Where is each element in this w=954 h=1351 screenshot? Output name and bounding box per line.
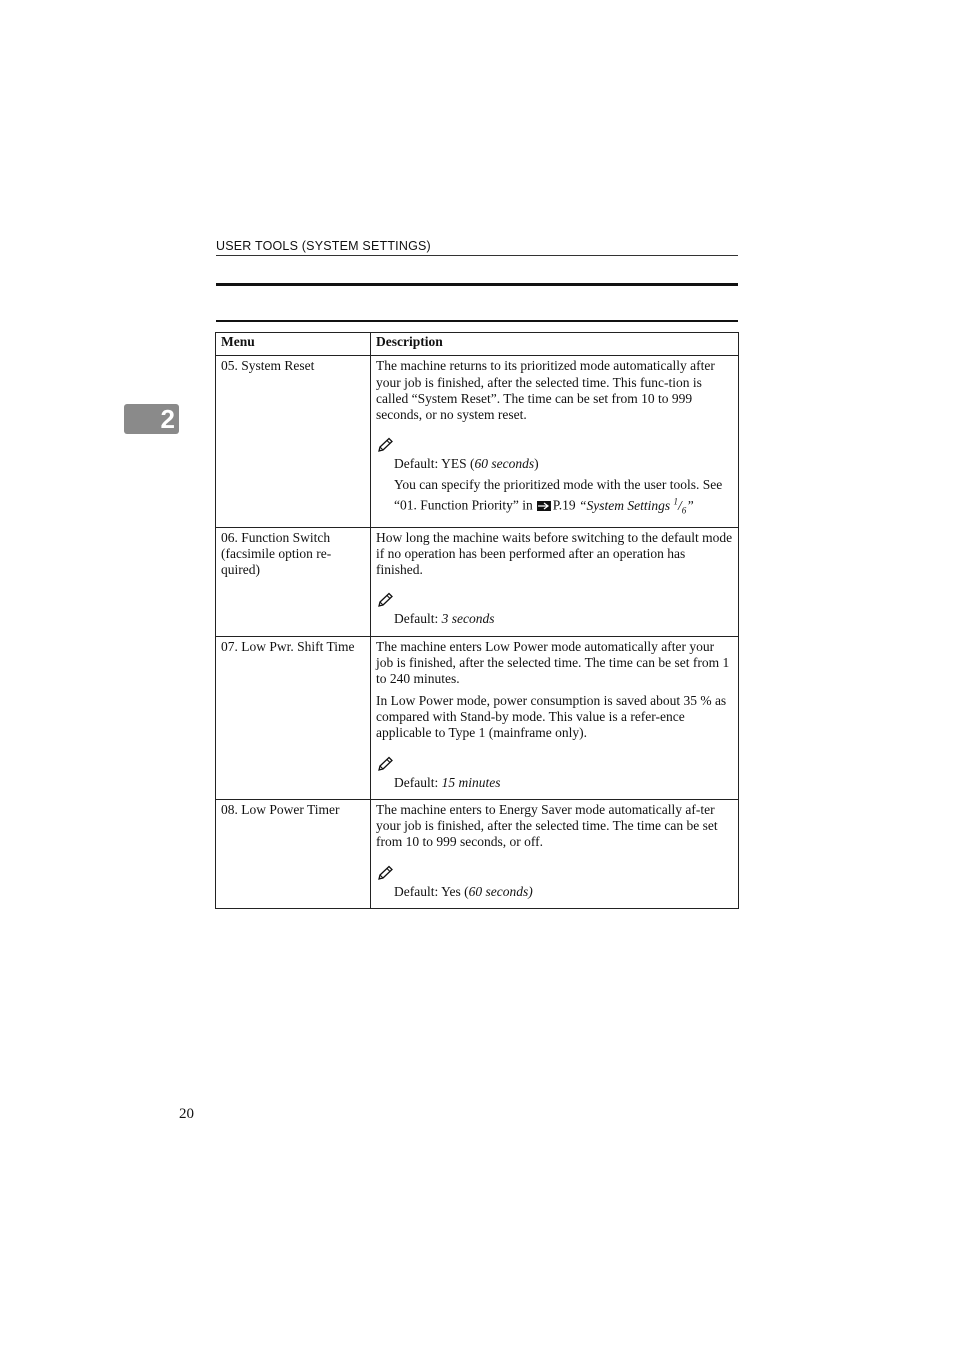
pencil-note-icon [376,592,394,608]
description-cell [371,356,739,527]
menu-column-header: Menu [216,333,371,356]
table-row [216,527,739,636]
default-note: Default: 3 seconds [394,611,495,627]
menu-cell: 07. Low Pwr. Shift Time [216,636,371,799]
description-column-header: Description [371,333,739,356]
description-cell [371,799,739,908]
description-paragraph: The machine enters to Energy Saver mode automatically af-ter your job is finished, after the selected time. The time can be set from 10 to 999 seconds, or off. [376,801,718,850]
pencil-note-icon [376,756,394,772]
table-row [216,636,739,799]
table-header-row [216,333,739,356]
description-paragraph: The machine enters Low Power mode automatically after your job is finished, after the selected time. The time can be set from 1 to 240 minutes. [376,638,730,687]
pencil-note-icon [376,865,394,881]
description-paragraph: The machine returns to its prioritized mode automatically after your job is finished, after the selected time. This func-tion is called “System Reset”. The time can be set from 10 to 999 seconds, or no system reset. [376,358,715,423]
pencil-note-icon [376,437,394,453]
menu-cell: 08. Low Power Timer [216,799,371,908]
description-paragraph: In Low Power mode, power consumption is saved about 35 % as compared with Stand-by mode. This value is a refer-ence applicable to Type 1 (mainframe only). [376,692,727,741]
menu-cell: 06. Function Switch (facsimile option re-quired) [216,527,371,636]
default-note: Default: YES (60 seconds) [394,456,539,472]
running-header: USER TOOLS (SYSTEM SETTINGS) [216,239,738,256]
section-rule [216,283,738,286]
reference-arrow-icon [537,501,551,511]
default-note: Default: 15 minutes [394,774,501,790]
table-row [216,799,739,908]
chapter-tab: 2 [124,404,179,434]
description-cell [371,636,739,799]
menu-cell: 05. System Reset [216,356,371,527]
table-row [216,356,739,527]
description-paragraph: How long the machine waits before switching to the default mode if no operation has been performed after an operation has finished. [376,529,733,578]
description-cell [371,527,739,636]
default-note: Default: Yes (60 seconds) [394,883,533,899]
reference-note: You can specify the prioritized mode with the user tools. See “01. Function Priority” in P.19 “System Settings $^1/_6$” [394,476,723,516]
page-number: 20 [179,1106,194,1122]
table-top-rule [216,320,738,322]
settings-table [215,332,739,909]
